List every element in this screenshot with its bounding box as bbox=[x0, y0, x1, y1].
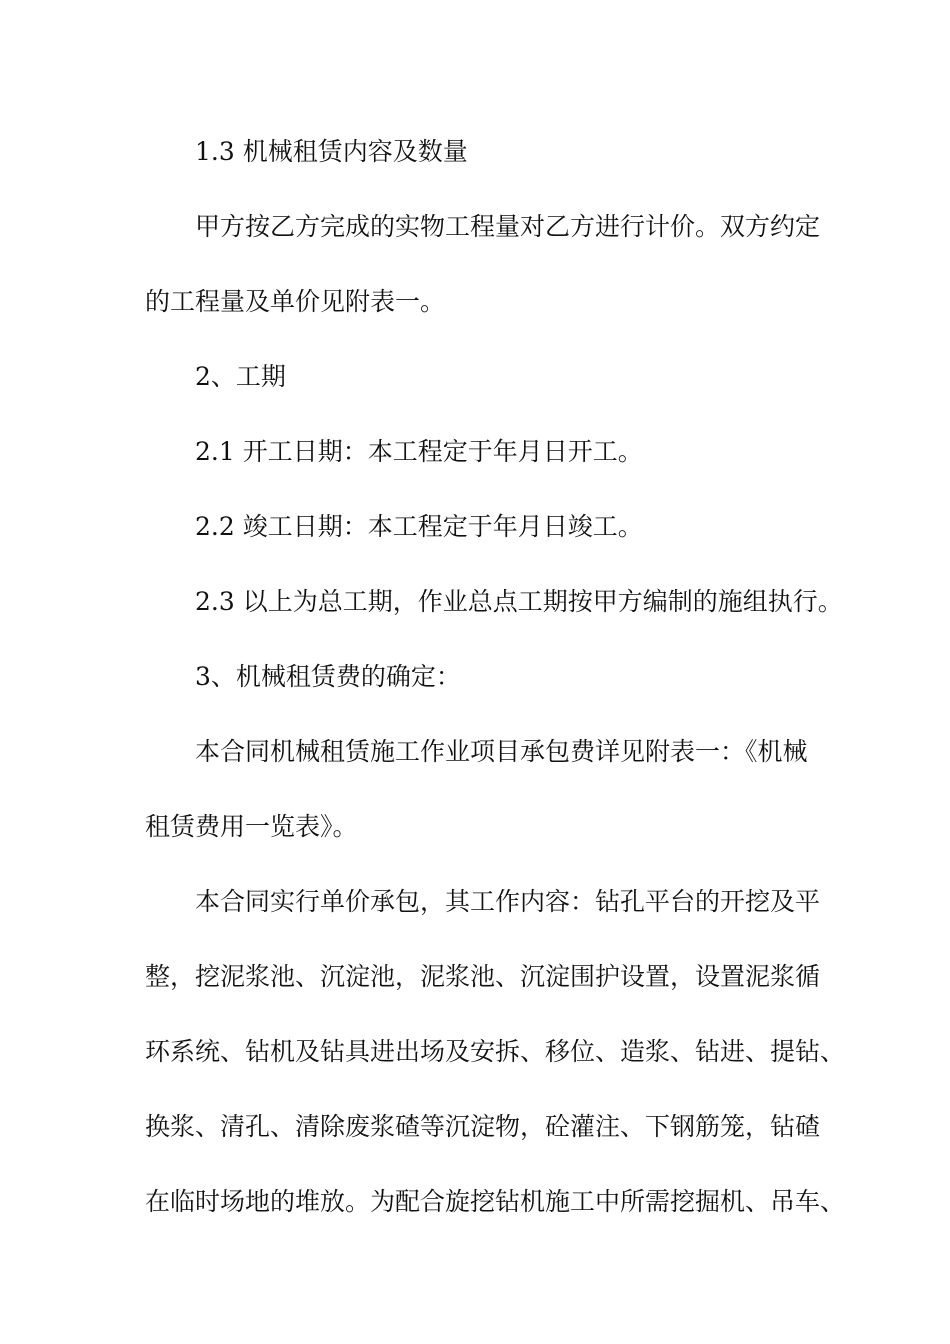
paragraph-line: 环系统、钻机及钻具进出场及安拆、移位、造浆、钻进、提钻、 bbox=[145, 1037, 846, 1066]
paragraph-rental-fee bbox=[145, 714, 835, 864]
paragraph-line: 租赁费用一览表》。 bbox=[145, 812, 358, 841]
section-heading-1-3: 1.3 机械租赁内容及数量 bbox=[195, 137, 468, 166]
paragraph-line: 本合同机械租赁施工作业项目承包费详见附表一：《机械 bbox=[195, 737, 808, 766]
document-body bbox=[145, 114, 846, 1239]
section-heading-3: 3、机械租赁费的确定： bbox=[195, 662, 461, 691]
clause-2-1: 2.1 开工日期：本工程定于年月日开工。 bbox=[195, 437, 643, 466]
paragraph-line: 本合同实行单价承包，其工作内容：钻孔平台的开挖及平 bbox=[195, 887, 821, 916]
paragraph-line: 换浆、清孔、清除废浆碴等沉淀物，砼灌注、下钢筋笼，钻碴 bbox=[145, 1112, 821, 1141]
clause-2-2: 2.2 竣工日期：本工程定于年月日竣工。 bbox=[195, 512, 643, 541]
paragraph-line: 在临时场地的堆放。为配合旋挖钻机施工中所需挖掘机、吊车、 bbox=[145, 1187, 846, 1216]
paragraph-line: 的工程量及单价见附表一。 bbox=[145, 287, 446, 316]
paragraph-pricing bbox=[145, 189, 835, 339]
paragraph-line: 甲方按乙方完成的实物工程量对乙方进行计价。双方约定 bbox=[195, 212, 821, 241]
paragraph-line: 整，挖泥浆池、沉淀池，泥浆池、沉淀围护设置，设置泥浆循 bbox=[145, 962, 821, 991]
paragraph-work-scope bbox=[145, 864, 846, 1239]
section-heading-2: 2、工期 bbox=[195, 362, 286, 391]
clause-2-3: 2.3 以上为总工期，作业总点工期按甲方编制的施组执行。 bbox=[195, 587, 843, 616]
